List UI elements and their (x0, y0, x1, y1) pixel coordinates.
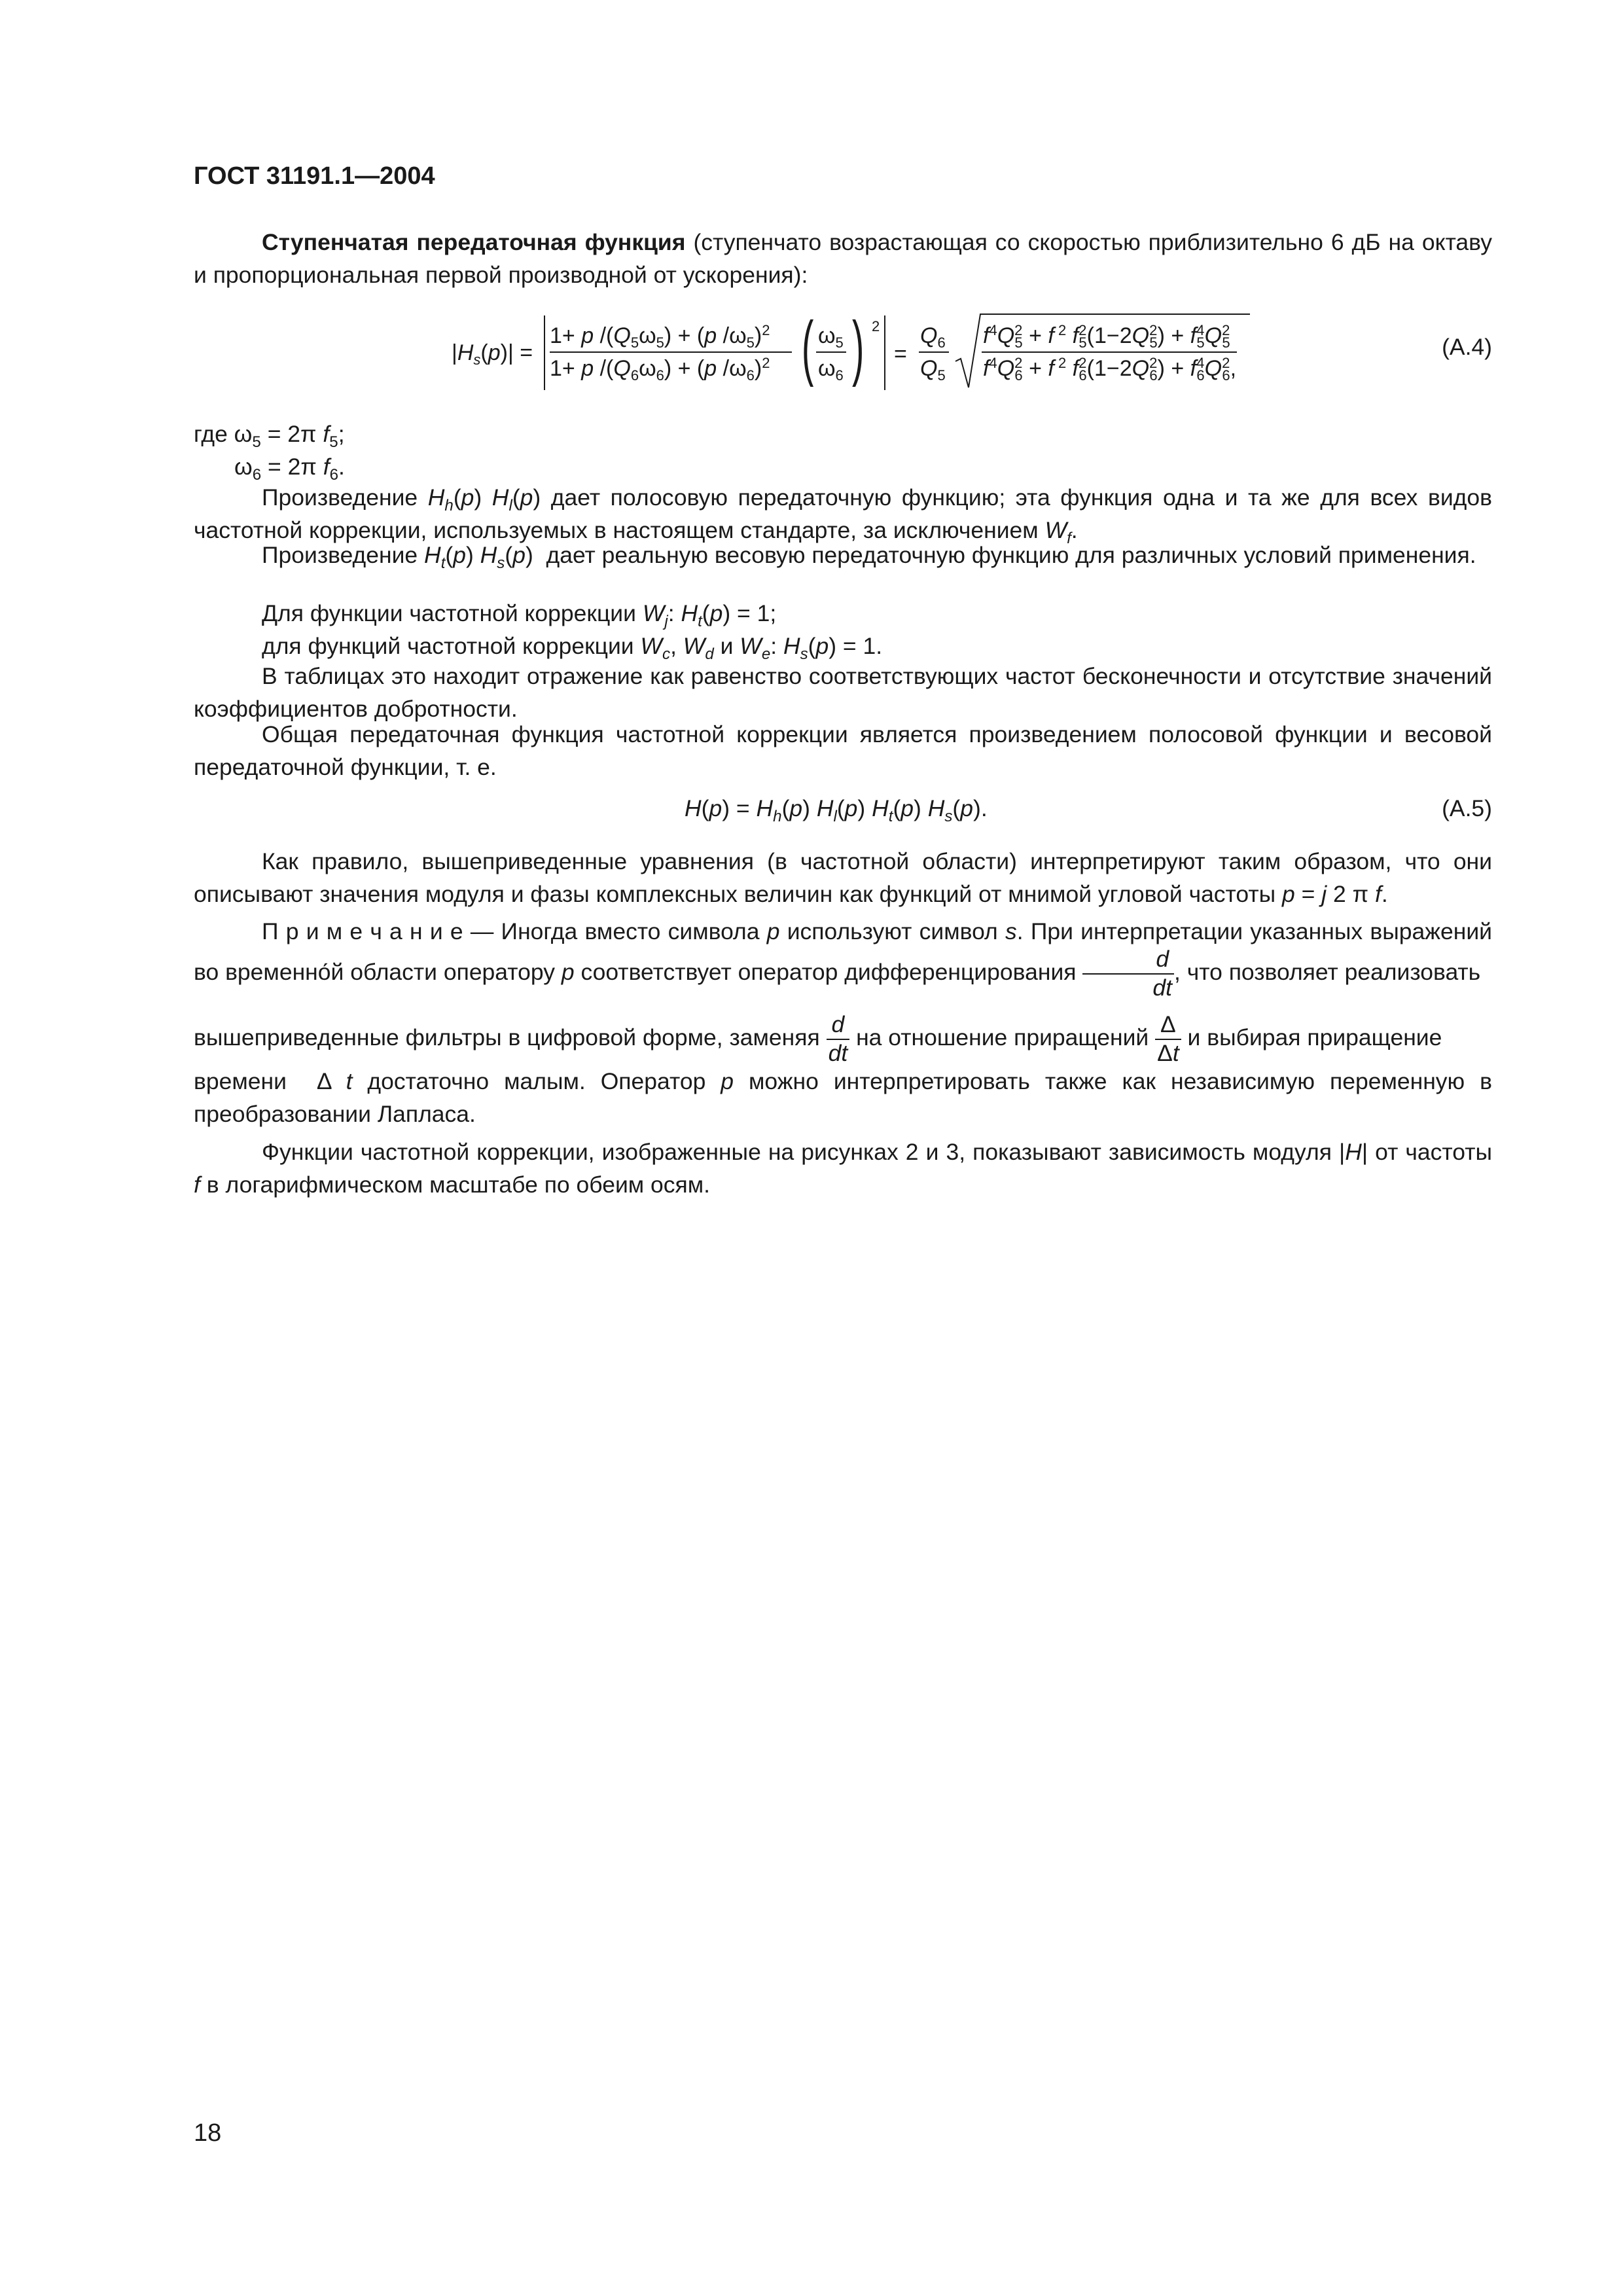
equation-a4-drawing (452, 313, 1257, 394)
paragraph-weighting: Произведение $H_t(p)$ $H_s(p)$ дает реальную весовую передаточную функцию для различных условий применения. (262, 542, 1476, 573)
eq-a4-equals: = (894, 342, 907, 367)
paragraph-tables: В таблицах это находит отражение как равенство соответствующих частот бесконечности и отсутствие значений коэффициентов добротности. (194, 663, 1492, 722)
equation-a4 (452, 313, 1257, 394)
paragraph-step-function-rest: (ступенчато возрастающая со скоростью приблизительно 6 дБ на октаву и пропорциональная первой производной от ускорения): (194, 229, 1492, 288)
paragraph-wj: Для функции частотной коррекции $W_j$: $H_t(p) = 1$; (262, 600, 777, 631)
paragraph-figures: Функции частотной коррекции, изображенные на рисунках 2 и 3, показывают зависимость модуля |H| от частоты f в логарифмическом масштабе по обеим осям. (194, 1139, 1493, 1198)
eq-a4-omega6: $\omega_6$ (818, 356, 844, 384)
fraction-delta: $\frac{\Delta}{\Delta t}$ (1155, 1013, 1181, 1065)
page-number: 18 (194, 2119, 222, 2147)
eq-a4-sqrt-num: $f^4Q^2$ 5 + f $^2$ $f^2$ $5(1-2Q^2$ $5) + f^4$ $5Q^2$ 5 (983, 322, 1230, 351)
term-step-function: Ступенчатая передаточная функция (262, 229, 686, 255)
eq-a4-omega5: $\omega_5$ (818, 323, 844, 351)
note-label: П р и м е ч а н и е (262, 918, 463, 944)
paragraph-overall: Общая передаточная функция частотной коррекции является произведением полосовой функции и весовой передаточной функции, т. е. (194, 721, 1492, 780)
note-paragraph-3: времени Δ t достаточно малым. Оператор p можно интерпретировать также как независимую переменную в преобразовании Лапласа. (194, 1068, 1492, 1127)
where-word: где (194, 421, 228, 447)
paragraph-wc-wd-we: для функций частотной коррекции $W_c$, $W_d$ и $W_e$: $H_s(p) = 1$. (262, 633, 883, 664)
where-line-1: где $\omega_5 = 2\pi$ $f_5$; (194, 421, 345, 452)
equation-a4-number: (А.4) (1442, 334, 1492, 360)
eq-a4-paren-left: ( (802, 313, 814, 388)
eq-a4-power: 2 (872, 318, 880, 334)
eq-a4-q6: $Q_6$ (920, 323, 946, 351)
fraction-d-dt: $\frac{d}{dt}$ (1082, 948, 1174, 999)
eq-a4-paren-right: ) (852, 313, 865, 388)
paragraph-interpretation: Как правило, вышеприведенные уравнения (в частотной области) интерпретируют таким образом, что они описывают значения модуля и фазы комплексных величин как функций от мнимой угловой частоты p = j 2 π f. (194, 848, 1492, 907)
eq-a4-lhs: $|H_s(p)|$ = (452, 340, 533, 368)
equation-a5: $H(p) = H_h(p)$ $H_l(p)$ $H_t(p)$ $H_s(p)$. (685, 795, 988, 826)
eq-a4-q5: $Q_5$ (920, 356, 946, 384)
document-header: ГОСТ 31191.1—2004 (194, 162, 435, 190)
eq-a4-den: 1+ p $/(Q_6\omega_6) + (p$ $/\omega_6)^2$ (550, 355, 770, 384)
eq-a4-sqrt-den: $f^4Q^2$ 6 + f $^2$ $f^2$ $6(1-2Q^2$ $6) + f^4$ $6Q^2$ 6, (983, 355, 1237, 384)
note-paragraph-1: П р и м е ч а н и е — Иногда вместо символа p используют символ s. При интерпретации указанных выражений во временно́й области оператору p соответствует оператор дифференцирования $\frac{d}{dt}$ , что позволяет реализовать (194, 918, 1492, 1001)
eq-a4-num: 1+ p $/(Q_5\omega_5) + (p$ $/\omega_5)^2$ (550, 322, 770, 351)
note-paragraph-2: вышеприведенные фильтры в цифровой форме, заменяя $\frac{d}{dt}$ на отношение приращений $\frac{\Delta}{\Delta t}$ и выбирая приращение (194, 1011, 1442, 1066)
where-block (194, 418, 345, 483)
fraction-d-dt-2: $\frac{d}{dt}$ (827, 1013, 850, 1065)
paragraph-step-function (194, 226, 1492, 291)
equation-a5-number: (А.5) (1442, 795, 1492, 821)
where-line-2: $\omega_6 = 2\pi$ $f_6$. (234, 454, 345, 484)
paragraph-bandpass: Произведение $H_h(p)$ $H_l(p)$ дает полосовую передаточную функцию; эта функция одна и та же для всех видов частотной коррекции, используемых в настоящем стандарте, за исключением $W_f$. (194, 484, 1492, 548)
